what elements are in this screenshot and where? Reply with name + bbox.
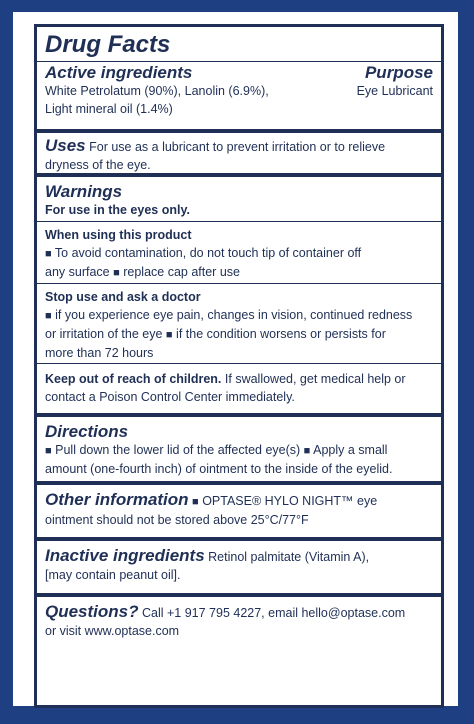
warnings-eyes-only: For use in the eyes only. [45,203,190,217]
drug-facts-box [34,24,444,708]
warnings-heading: Warnings [45,182,123,201]
when-using-text-1: To avoid contamination, do not touch tip of container off [54,246,362,260]
when-using-text-2a: any surface [45,265,114,279]
stop-use-heading: Stop use and ask a doctor [45,290,201,304]
stop-use-text-2a: or irritation of the eye [45,327,166,341]
bullet-icon: ■ [113,267,120,279]
bullet-icon: ■ [45,445,52,457]
directions-text-1a: Pull down the lower lid of the affected eye(s) [55,443,304,457]
children-warning-text-1: If swallowed, get medical help or [221,372,406,386]
bullet-icon: ■ [165,329,173,341]
when-using-text-2b: replace cap after use [123,265,240,279]
stop-use-text-3: more than 72 hours [45,346,154,360]
other-information-section [37,481,441,537]
directions-section [37,413,441,481]
warnings-section [37,173,441,221]
uses-text-1: For use as a lubricant to prevent irritation or to relieve [85,140,386,154]
active-ingredients-section [37,61,441,129]
bullet-icon: ■ [45,248,52,260]
keep-out-of-reach-section [37,363,441,413]
uses-heading: Uses [45,136,86,155]
questions-text-1: Call +1 917 795 4227, email hello@optase.com [138,606,406,620]
questions-heading: Questions? [45,602,139,621]
label-panel [13,12,458,706]
bullet-icon: ■ [45,310,52,322]
directions-text-1b: Apply a small [313,443,388,457]
active-ingredients-heading: Active ingredients [45,63,193,82]
inactive-ingredients-heading: Inactive ingredients [45,546,205,565]
purpose-heading: Purpose [364,63,433,82]
stop-use-text-1: if you experience eye pain, changes in vision, continued redness [55,308,413,322]
purpose-value: Eye Lubricant [356,84,433,98]
when-using-section [37,221,441,283]
when-using-heading: When using this product [45,228,192,242]
drug-facts-title: Drug Facts [45,31,171,58]
other-information-text-1: OPTASE® HYLO NIGHT™ eye [202,494,378,508]
inactive-ingredients-text-2: [may contain peanut oil]. [45,568,181,582]
other-information-text-2: ointment should not be stored above 25°C/77°F [45,513,309,527]
active-ingredients-line-1: White Petrolatum (90%), Lanolin (6.9%), [45,84,269,98]
other-information-heading: Other information [45,490,189,509]
bullet-icon: ■ [192,496,199,508]
stop-use-section [37,283,441,363]
inactive-ingredients-text-1: Retinol palmitate (Vitamin A), [204,550,370,564]
directions-text-2: amount (one-fourth inch) of ointment to the inside of the eyelid. [45,462,393,476]
uses-section [37,129,441,173]
uses-text-2: dryness of the eye. [45,158,151,172]
inactive-ingredients-section [37,537,441,593]
active-ingredients-line-2: Light mineral oil (1.4%) [45,102,173,116]
questions-section [37,593,441,640]
questions-text-2: or visit www.optase.com [45,624,180,638]
children-warning-bold: Keep out of reach of children. [45,372,222,386]
directions-heading: Directions [45,422,129,441]
bullet-icon: ■ [303,445,311,457]
children-warning-text-2: contact a Poison Control Center immediately. [45,390,295,404]
stop-use-text-2b: if the condition worsens or persists for [176,327,386,341]
